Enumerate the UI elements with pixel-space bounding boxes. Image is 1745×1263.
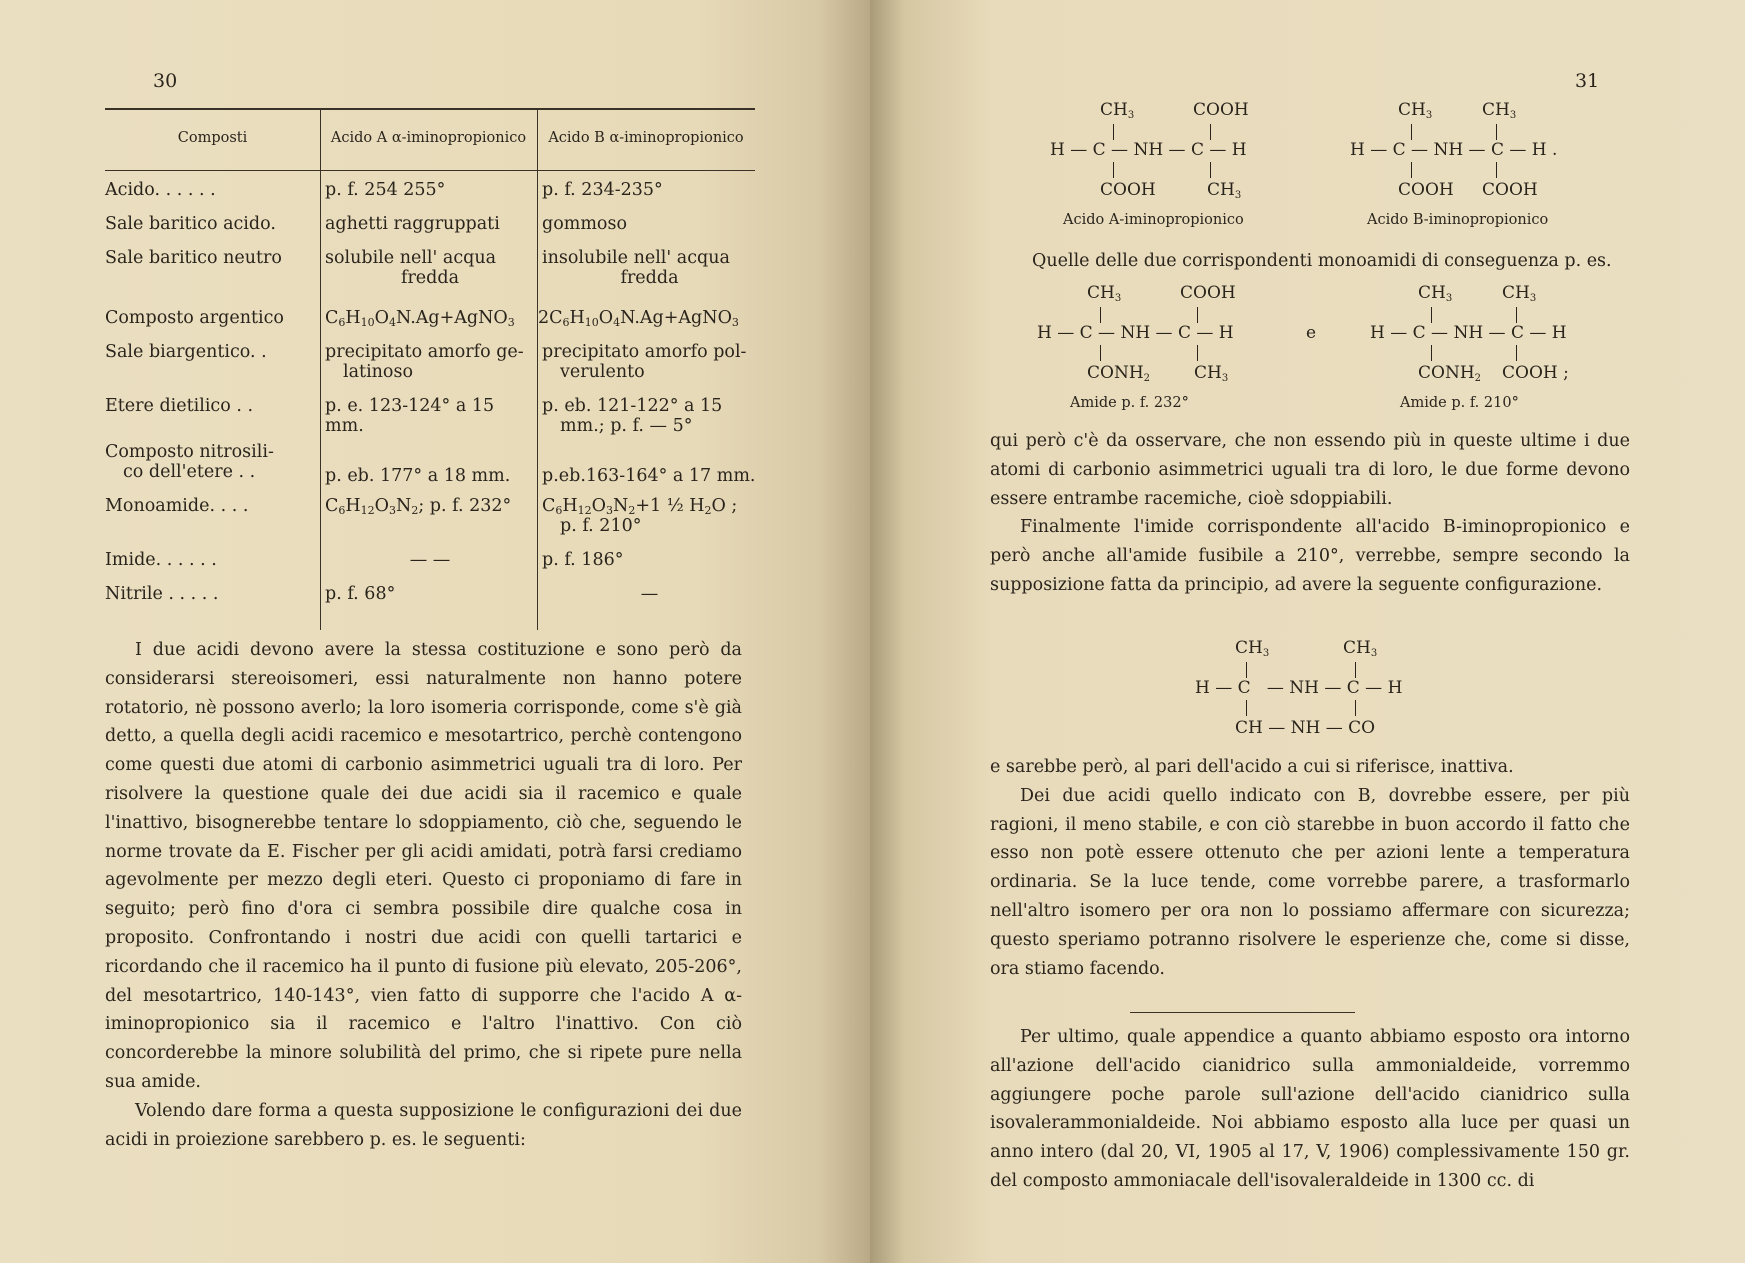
table-header-composti: Composti [177,130,248,146]
table-cell: $C_6H_{10}O_4N.Ag+AgNO_3$ [325,308,515,329]
table-cell-line: precipitato amorfo pol- [542,342,747,362]
table-header-acido-a: Acido A α-iminopropionico [330,130,527,146]
table-cell-line: p. f. 210° [560,516,642,536]
paragraph: qui però c'è da osservare, che non essendo più in queste ultime i due atomi di carbonio asimmetrici uguali tra di loro, le due forme devono essere entrambe racemiche, cioè sdoppiabili. [990,431,1630,509]
table-cell [542,496,757,536]
right-page [870,0,1745,1263]
caption-acid-a: Acido A-iminopropionico [1063,212,1244,228]
table-cell-line: p. eb. 121-122° a 15 [542,396,723,416]
table-cell: Imide. . . . . . [105,550,217,570]
table-cell [542,396,757,436]
paragraph: Per ultimo, quale appendice a quanto abbiamo esposto ora intorno all'azione dell'acido cianidrico sulla ammonialdeide, vorremmo aggiungere poche parole sull'azione dell'acido cianidrico sulla isovalerammonialdeide. Noi abbiamo esposto alla luce per quasi un anno intero (dal 20, VI, 1905 al 17, V, 1906) complessivamente 150 gr. del composto ammoniacale dell'isovaleraldeide in 1300 cc. di [990,1027,1630,1191]
table-cell-line: insolubile nell' acqua [542,248,730,268]
sentence-monoamidi: Quelle delle due corrispondenti monoamidi di conseguenza p. es. [1032,251,1612,271]
table-cell [105,442,320,482]
caption-amide-210: Amide p. f. 210° [1400,395,1519,411]
caption-acid-b: Acido B-iminopropionico [1367,212,1549,228]
table-cell: Sale baritico acido. [105,214,276,234]
table-cell: $2C_6H_{10}O_4N.Ag+AgNO_3$ [538,308,739,329]
table-cell-line: mm.; p. f. — 5° [560,416,693,436]
caption-amide-232: Amide p. f. 232° [1070,395,1189,411]
paragraph: I due acidi devono avere la stessa costituzione e sono però da considerarsi stereoisomeri, essi naturalmente non hanno potere rotatorio, nè possono averlo; la loro isomeria corrisponde, come s'è già detto, a quella degli acidi racemico e mesotartrico, perchè contengono come questi due atomi di carbonio asimmetrici uguali tra di loro. Per risolvere la questione quale dei due acidi sia il racemico e quale l'inattivo, bisognerebbe tentare lo sdoppiamento, ciò che, seguendo le norme trovate da E. Fischer per gli acidi amidati, potrà farsi crediamo agevolmente per mezzo degli eteri. Questo ci proponiamo di fare in seguito; però fino d'ora ci sembra possibile dire qualche cosa in proposito. Confrontando i nostri due acidi con quelli tartarici e ricordando che il racemico ha il punto di fusione più elevato, 205-206°, del mesotartrico, 140-143°, vien fatto di supporre che l'acido A α-iminopropionico sia il racemico e l'altro l'inattivo. Con ciò concorderebbe la minore solubilità del primo, che si ripete pure nella sua amide. [105,640,742,1092]
table-cell [325,342,535,382]
table-cell-line: precipitato amorfo ge- [325,342,524,362]
table-cell: p. eb. 177° a 18 mm. [325,466,511,486]
paragraph: Dei due acidi quello indicato con B, dovrebbe essere, per più ragioni, il meno stabile, e con ciò starebbe in buon accordo il fatto che esso non potè essere ottenuto che per azioni lente a temperatura ordinaria. Se la luce tende, come vorrebbe parere, a trasformarlo nell'altro isomero per ora non lo possiamo affermare con sicurezza; questo speriamo potranno risolvere le esperienze che, come si disse, ora stiamo facendo. [990,785,1630,979]
table-cell-line: verulento [560,362,645,382]
table-cell: — [640,584,659,604]
structure-amide-210: $CH_3$ $CH_3$ H — C — NH — C — H $CONH_2$ COOH ; [1370,283,1569,384]
table-top-rule [105,108,755,110]
table-cell: Composto argentico [105,308,284,328]
table-cell: p.eb.163-164° a 17 mm. [542,466,756,486]
right-body-text-1 [990,427,1630,600]
table-header-rule [105,170,755,171]
table-cell-line: fredda [400,268,460,288]
structure-amide-232: $CH_3$ COOH H — C — NH — C — H $CONH_2$ $CH_3$ [1037,283,1236,384]
table-cell-line: co dell'etere . . [123,462,256,482]
table-cell: $C_6H_{12}O_3N_2$; p. f. 232° [325,496,512,517]
table-cell: Acido. . . . . . [105,180,216,200]
table-cell [542,248,757,288]
page-number-right: 31 [1575,70,1600,92]
table-cell: aghetti raggruppati [325,214,500,234]
table-cell: Sale baritico neutro [105,248,282,268]
table-column-divider [537,110,538,630]
section-divider [1130,1012,1355,1013]
structure-acid-b: $CH_3$ $CH_3$ H — C — NH — C — H . COOH COOH [1350,100,1558,200]
table-cell: p. f. 234-235° [542,180,663,200]
paragraph: Finalmente l'imide corrispondente all'acido B-iminopropionico e però anche all'amide fusibile a 210°, verrebbe, sempre secondo la supposizione fatta da principio, ad avere la seguente configurazione. [990,517,1630,595]
table-cell: p. f. 186° [542,550,624,570]
table-column-divider [320,110,321,630]
left-body-text [105,636,742,1154]
table-cell: Etere dietilico . . [105,396,254,416]
left-page [0,0,870,1263]
table-cell [542,342,757,382]
table-cell [325,248,535,288]
table-cell: p. f. 254 255° [325,180,446,200]
table-cell-line: latinoso [343,362,413,382]
page-number-left: 30 [153,70,178,92]
right-body-text-2 [990,753,1630,983]
table-cell: Sale biargentico. . [105,342,267,362]
table-cell: p. e. 123-124° a 15 mm. [325,396,495,436]
table-cell-line: Composto nitrosili- [105,442,274,462]
table-cell: Nitrile . . . . . [105,584,219,604]
structure-imide: $CH_3$ $CH_3$ H — C — NH — C — H CH — NH — CO [1195,638,1403,738]
paragraph: Volendo dare forma a questa supposizione le configurazioni dei due acidi in proiezione sarebbero p. es. le seguenti: [105,1100,742,1150]
table-cell-line: solubile nell' acqua [325,248,497,268]
structure-acid-a: $CH_3$ COOH H — C — NH — C — H COOH $CH_3$ [1050,100,1249,201]
conjunction-e: e [1306,323,1317,343]
table-cell: — — [409,550,451,570]
table-header-acido-b: Acido B α-iminopropionico [548,130,744,146]
table-cell: p. f. 68° [325,584,396,604]
paragraph: e sarebbe però, al pari dell'acido a cui si riferisce, inattiva. [990,757,1514,777]
right-body-text-3 [990,1023,1630,1196]
table-cell: Monoamide. . . . [105,496,249,516]
table-cell-line: $C_6H_{12}O_3N_2+1$ ½ $H_2O$ ; [542,496,738,517]
table-cell: gommoso [542,214,627,234]
table-cell-line: fredda [620,268,679,288]
